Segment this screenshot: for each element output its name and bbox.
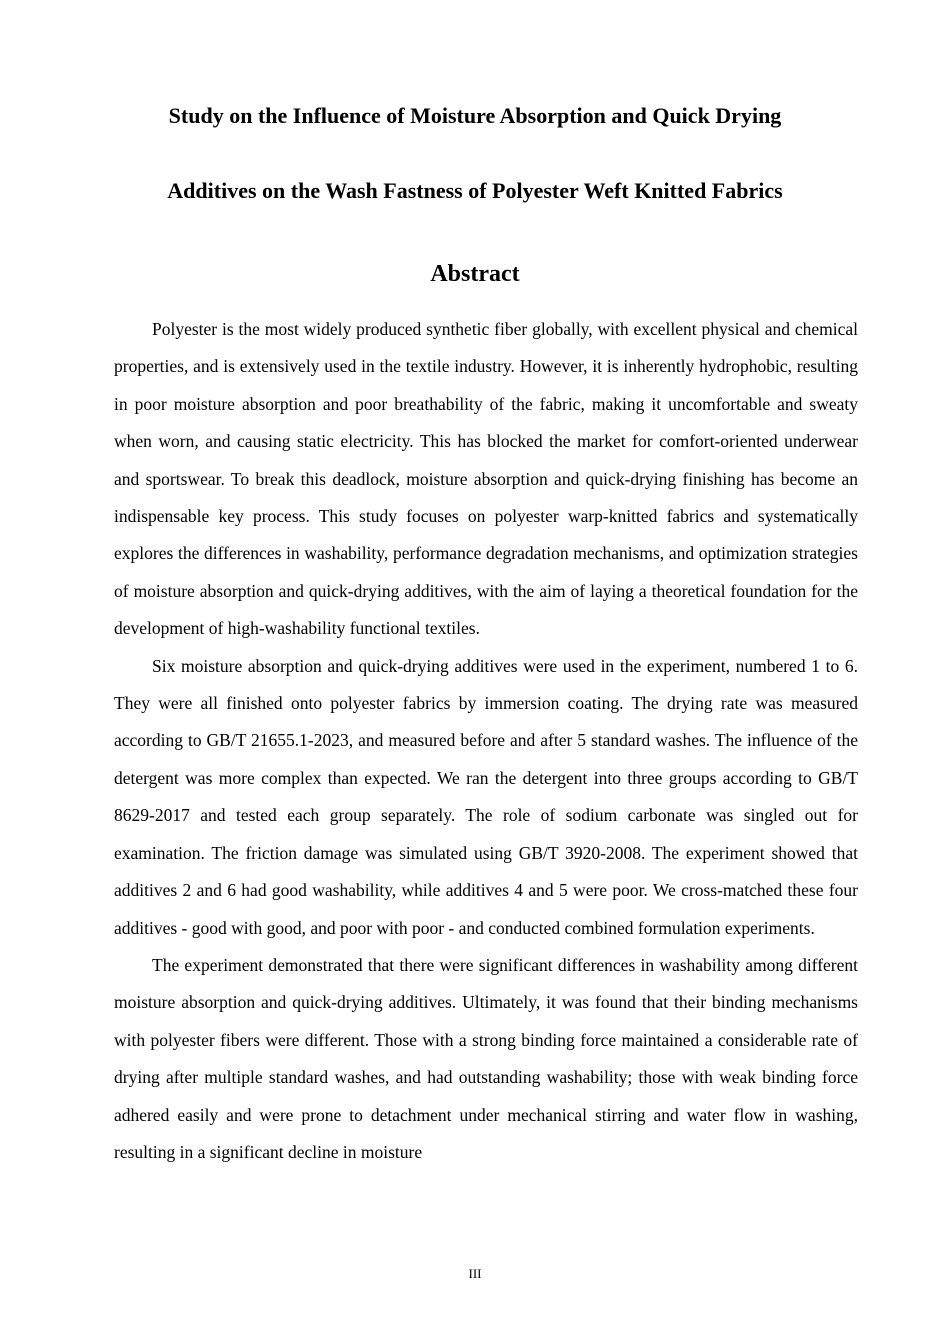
abstract-paragraph-3: The experiment demonstrated that there were significant differences in washability among different moisture absorption and quick-drying additives. Ultimately, it was found that their binding mechanisms with polyester fibers were different. Those with a strong binding force maintained a considerable rate of drying after multiple standard washes, and had outstanding washability; those with weak binding force adhered easily and were prone to detachment under mechanical stirring and water flow in washing, resulting in a significant decline in moisture: [114, 954, 858, 1162]
paper-title-line-2: Additives on the Wash Fastness of Polyester Weft Knitted Fabrics: [167, 178, 783, 203]
abstract-paragraph-2: Six moisture absorption and quick-drying additives were used in the experiment, numbered 1 to 6. They were all finished onto polyester fabrics by immersion coating. The drying rate was measured according to GB/T 21655.1-2023, and measured before and after 5 standard washes. The influence of the detergent was more complex than expected. We ran the detergent into three groups according to GB/T 8629-2017 and tested each group separately. The role of sodium carbonate was singled out for examination. The friction damage was simulated using GB/T 3920-2008. The experiment showed that additives 2 and 6 had good washability, while additives 4 and 5 were poor. We cross-matched these four additives - good with good, and poor with poor - and conducted combined formulation experiments.: [114, 655, 858, 938]
page-number: III: [468, 1266, 482, 1281]
abstract-body: [114, 311, 858, 1171]
abstract-paragraph-1: Polyester is the most widely produced synthetic fiber globally, with excellent physical and chemical properties, and is extensively used in the textile industry. However, it is inherently hydrophobic, resulting in poor moisture absorption and poor breathability of the fabric, making it uncomfortable and sweaty when worn, and causing static electricity. This has blocked the market for comfort-oriented underwear and sportswear. To break this deadlock, moisture absorption and quick-drying finishing has become an indispensable key process. This study focuses on polyester warp-knitted fabrics and systematically explores the differences in washability, performance degradation mechanisms, and optimization strategies of moisture absorption and quick-drying additives, with the aim of laying a theoretical foundation for the development of high-washability functional textiles.: [114, 319, 858, 639]
paper-title-line-1: Study on the Influence of Moisture Absorption and Quick Drying: [168, 103, 782, 128]
abstract-heading: Abstract: [430, 261, 520, 287]
